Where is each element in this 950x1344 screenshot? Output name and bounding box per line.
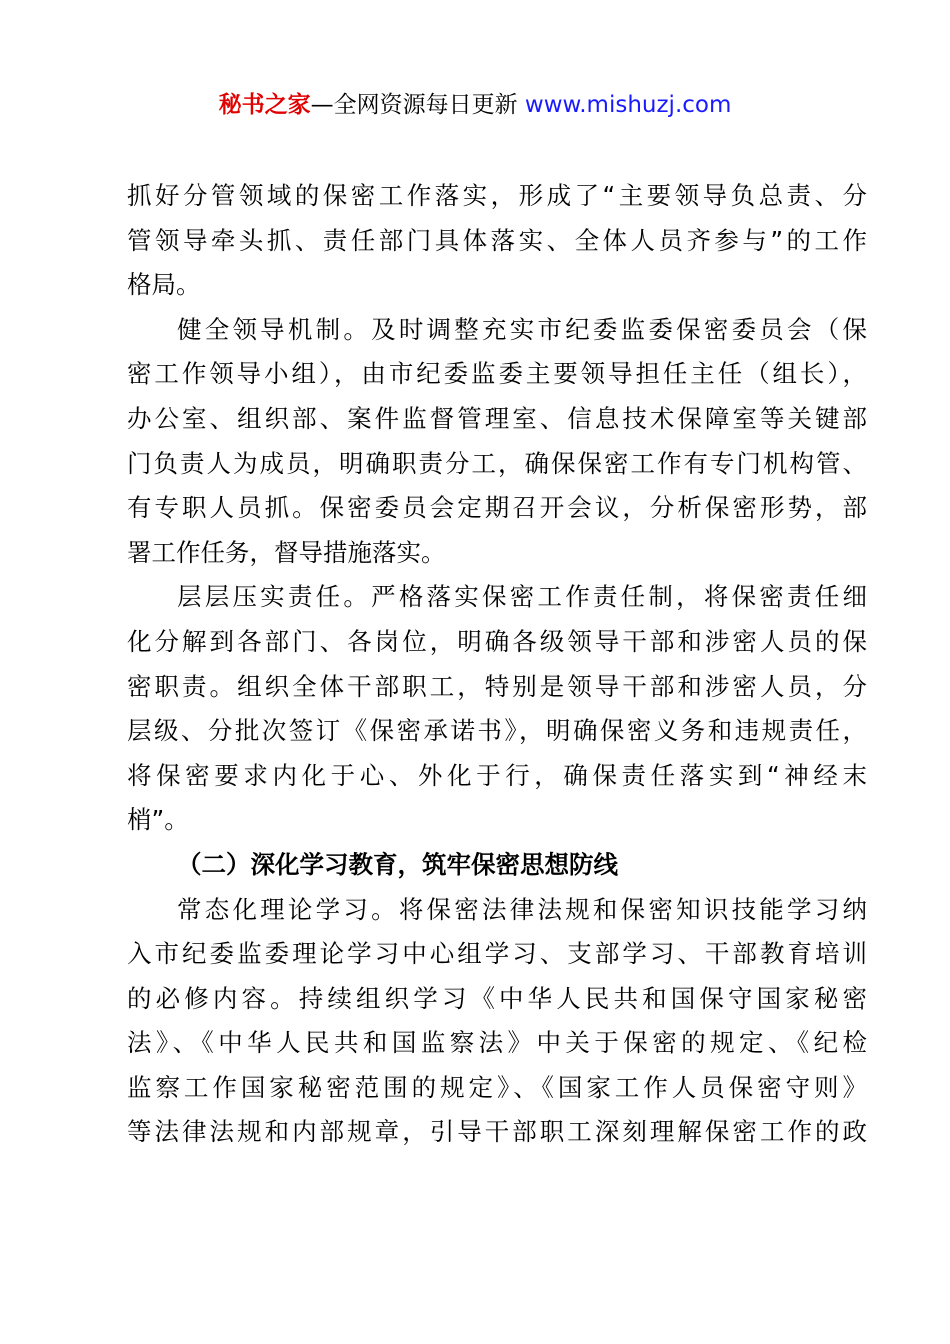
text-line: 层级、分批次签订《保密承诺书》，明确保密义务和违规责任， [127, 716, 867, 746]
text-line: 门负责人为成员，明确职责分工，确保保密工作有专门机构管、 [127, 448, 867, 478]
text-line: 等法律法规和内部规章，引导干部职工深刻理解保密工作的政 [127, 1117, 867, 1147]
page-header [0, 88, 950, 122]
header-site-link[interactable]: www.mishuzj.com [524, 92, 732, 118]
text-line: 有专职人员抓。保密委员会定期召开会议，分析保密形势，部 [127, 493, 867, 523]
paragraph-start-line: 层层压实责任。严格落实保密工作责任制，将保密责任细 [177, 582, 867, 612]
text-line: 管领导牵头抓、责任部门具体落实、全体人员齐参与”的工作 [127, 225, 867, 255]
text-line: 法》、《中华人民共和国监察法》中关于保密的规定、《纪检 [127, 1028, 867, 1058]
paragraph-start-line: 健全领导机制。及时调整充实市纪委监委保密委员会（保 [177, 314, 867, 344]
text-line: 梢”。 [127, 805, 189, 835]
text-line: 办公室、组织部、案件监督管理室、信息技术保障室等关键部 [127, 403, 867, 433]
paragraph-start-line: 常态化理论学习。将保密法律法规和保密知识技能学习纳 [177, 894, 867, 924]
text-line: 入市纪委监委理论学习中心组学习、支部学习、干部教育培训 [127, 939, 867, 969]
header-slogan: —全网资源每日更新 [310, 92, 525, 118]
header-brand: 秘书之家 [218, 92, 311, 118]
text-line: 署工作任务，督导措施落实。 [127, 537, 446, 567]
text-line: 抓好分管领域的保密工作落实，形成了“主要领导负总责、分 [127, 181, 867, 210]
text-line: 的必修内容。持续组织学习《中华人民共和国保守国家秘密 [127, 983, 867, 1013]
text-line: 将保密要求内化于心、外化于行，确保责任落实到“神经末 [127, 760, 867, 790]
text-line: 密工作领导小组），由市纪委监委主要领导担任主任（组长）， [127, 359, 867, 389]
section-heading: （二）深化学习教育，筑牢保密思想防线 [177, 849, 618, 879]
text-line: 化分解到各部门、各岗位，明确各级领导干部和涉密人员的保 [127, 626, 867, 656]
text-line: 格局。 [127, 270, 201, 300]
document-body [127, 174, 867, 1155]
text-line: 密职责。组织全体干部职工，特别是领导干部和涉密人员，分 [127, 671, 867, 701]
text-line: 监察工作国家秘密范围的规定》、《国家工作人员保密守则》 [127, 1072, 867, 1102]
